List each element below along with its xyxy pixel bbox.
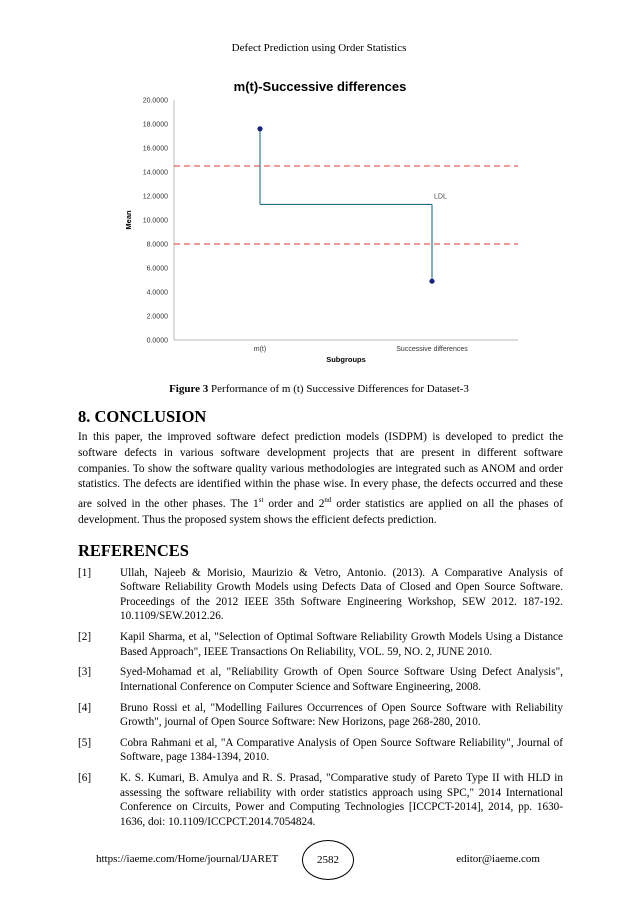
y-tick-label: 0.0000 bbox=[146, 337, 168, 345]
reference-number: [4] bbox=[78, 701, 92, 714]
reference-item bbox=[78, 665, 563, 694]
editor-email-link[interactable]: editor@iaeme.com bbox=[456, 853, 540, 865]
figure-caption-text: Performance of m (t) Successive Differences for Dataset-3 bbox=[208, 383, 469, 395]
data-point bbox=[257, 126, 262, 131]
reference-text: Bruno Rossi et al, "Modelling Failures Occurrences of Open Source Software with Reliability Growth", journal of Open Source Software: New Horizons, page 268-280, 2010. bbox=[120, 701, 563, 729]
y-tick-label: 12.0000 bbox=[142, 193, 168, 201]
y-tick-labels bbox=[143, 98, 168, 345]
y-tick-label: 8.0000 bbox=[146, 241, 168, 249]
reference-item bbox=[78, 566, 563, 624]
conclusion-text-2: order and 2 bbox=[263, 497, 325, 510]
journal-url-link[interactable]: https://iaeme.com/Home/journal/IJARET bbox=[96, 853, 279, 865]
y-tick-label: 4.0000 bbox=[146, 289, 168, 297]
chart-title: m(t)-Successive differences bbox=[233, 79, 407, 94]
references-heading-wrap bbox=[78, 541, 563, 561]
superscript-st: st bbox=[258, 496, 264, 505]
y-tick-label: 18.0000 bbox=[142, 121, 168, 129]
reference-item bbox=[78, 771, 563, 829]
x-tick-labels bbox=[254, 346, 468, 353]
y-tick-label: 10.0000 bbox=[142, 217, 168, 225]
reference-number: [6] bbox=[78, 772, 92, 785]
running-header: Defect Prediction using Order Statistics bbox=[231, 42, 407, 54]
reference-number: [2] bbox=[78, 631, 92, 644]
conclusion-text-1: In this paper, the improved software defect prediction models (ISDPM) is developed to predict the software defects in various software development projects that are present in different software companies. To show the software quality various methodologies are integrated such as ANOM and order statistics. The defects are identified within the phase wise. In every phase, the defects occurred and these are solved in the other phases. The 1 bbox=[78, 431, 563, 510]
x-axis-label: Subgroups bbox=[326, 355, 366, 364]
superscript-nd: nd bbox=[324, 496, 332, 505]
chart-figure bbox=[100, 72, 540, 372]
reference-number: [5] bbox=[78, 737, 92, 750]
y-tick-label: 14.0000 bbox=[142, 169, 168, 177]
reference-text: Ullah, Najeeb & Morisio, Maurizio & Vetro, Antonio. (2013). A Comparative Analysis of Software Reliability Growth Models using Defects Data of Closed and Open Source Software. Proceedings of the 2012 IEEE 35th Software Engineering Workshop, SEW 2012. 187-192. 10.1109/SEW.2012.26. bbox=[120, 567, 563, 623]
reference-text: Kapil Sharma, et al, "Selection of Optimal Software Reliability Growth Models Using a Distance Based Approach", IEEE Transactions On Reliability, VOL. 59, NO. 2, JUNE 2010. bbox=[120, 631, 563, 658]
chart-annotation: LDL bbox=[434, 193, 447, 201]
reference-number: [3] bbox=[78, 666, 92, 679]
chart-marks bbox=[174, 126, 518, 284]
figure-label: Figure 3 bbox=[169, 383, 209, 395]
y-tick-label: 16.0000 bbox=[142, 145, 168, 153]
conclusion-text-3: order statistics are applied on all the phases of development. Thus the proposed system shows the efficient defects prediction. bbox=[78, 497, 564, 526]
page-number: 2582 bbox=[302, 840, 354, 880]
x-tick-label: m(t) bbox=[253, 346, 267, 353]
chart-svg bbox=[100, 72, 540, 372]
conclusion-paragraph bbox=[78, 430, 563, 529]
conclusion-heading: 8. CONCLUSION bbox=[78, 407, 207, 426]
data-point bbox=[429, 279, 434, 284]
reference-item bbox=[78, 736, 563, 765]
page-footer bbox=[0, 840, 638, 880]
y-tick-label: 20.0000 bbox=[142, 97, 168, 105]
y-tick-label: 6.0000 bbox=[146, 265, 168, 273]
reference-text: K. S. Kumari, B. Amulya and R. S. Prasad, "Comparative study of Pareto Type II with HLD in assessing the software reliability with order statistics approach using SPC," 2014 International Conference on Circuits, Power and Computing Technologies [ICCPCT-2014], 2014, pp. 1630-1636, doi: 10.1109/ICCPCT.2014.7054824. bbox=[120, 772, 563, 828]
references-heading: REFERENCES bbox=[78, 541, 189, 560]
reference-item bbox=[78, 630, 563, 659]
y-axis-label: Mean bbox=[124, 210, 133, 230]
y-tick-label: 2.0000 bbox=[146, 313, 168, 321]
x-tick-label: Successive differences bbox=[396, 346, 468, 353]
reference-text: Cobra Rahmani et al, "A Comparative Analysis of Open Source Software Reliability", Journal of Software, page 1384-1394, 2010. bbox=[120, 737, 563, 764]
conclusion-section bbox=[78, 407, 563, 529]
reference-item bbox=[78, 701, 563, 730]
reference-text: Syed-Mohamad et al, "Reliability Growth of Open Source Software Using Defect Analysis", International Conference on Computer Science and Software Engineering, 2008. bbox=[120, 666, 563, 693]
reference-number: [1] bbox=[78, 567, 92, 579]
figure-caption bbox=[0, 383, 638, 395]
reference-list bbox=[78, 566, 563, 836]
